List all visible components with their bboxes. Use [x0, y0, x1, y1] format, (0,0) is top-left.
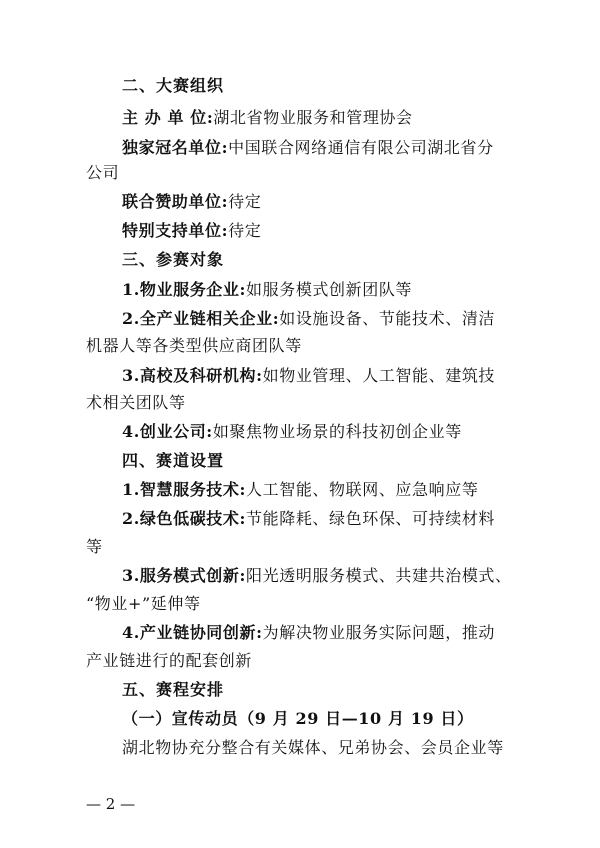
participant-item-continuation: 机器人等各类型供应商团队等: [86, 336, 302, 355]
page-number: — 2 —: [86, 795, 136, 813]
track-item: [122, 623, 516, 643]
participant-item-text: 如物业管理、人工智能、建筑技: [262, 366, 496, 385]
co-sponsor-line: [122, 192, 516, 212]
track-item: [122, 509, 516, 529]
host-unit-label: 主 办 单 位:: [122, 108, 214, 127]
special-support-line: [122, 221, 516, 241]
participant-item-label: 4.创业公司:: [122, 422, 213, 441]
participant-item: [122, 366, 516, 386]
host-unit-value: 湖北省物业服务和管理协会: [213, 108, 413, 127]
section-heading-organization: 二、大赛组织: [122, 76, 225, 95]
participant-item-label: 1.物业服务企业:: [122, 280, 247, 299]
title-sponsor-continuation: 公司: [86, 163, 120, 182]
track-item-label: 1.智慧服务技术:: [122, 480, 247, 499]
host-unit-line: [122, 108, 516, 128]
track-item: [122, 480, 516, 500]
participant-item: [122, 280, 516, 300]
title-sponsor-value: 中国联合网络通信有限公司湖北省分: [228, 138, 494, 157]
participant-item: [122, 309, 516, 329]
participant-item-label: 2.全产业链相关企业:: [122, 309, 280, 328]
section-heading-tracks: 四、赛道设置: [122, 451, 225, 470]
track-item-continuation: 等: [86, 537, 103, 556]
participant-item: [122, 422, 516, 442]
track-item-continuation: “物业+”延伸等: [86, 594, 201, 613]
track-item-continuation: 产业链进行的配套创新: [86, 651, 253, 670]
promotion-paragraph: 湖北物协充分整合有关媒体、兄弟协会、会员企业等: [122, 738, 504, 757]
participant-item-label: 3.高校及科研机构:: [122, 366, 263, 385]
subsection-heading-promotion: （一）宣传动员（9 月 29 日—10 月 19 日）: [122, 709, 474, 728]
track-item-text: 为解决物业服务实际问题，推动: [262, 623, 496, 642]
participant-item-text: 如服务模式创新团队等: [246, 280, 413, 299]
track-item-text: 人工智能、物联网、应急响应等: [246, 480, 479, 499]
title-sponsor-line: [122, 138, 516, 158]
co-sponsor-value: 待定: [228, 192, 262, 211]
participant-item-text: 如聚焦物业场景的科技初创企业等: [212, 422, 462, 441]
participant-item-text: 如设施设备、节能技术、清洁: [279, 309, 496, 328]
track-item-label: 3.服务模式创新:: [122, 566, 247, 585]
track-item: [122, 566, 516, 586]
co-sponsor-label: 联合赞助单位:: [122, 192, 229, 211]
section-heading-schedule: 五、赛程安排: [122, 680, 225, 699]
section-heading-participants: 三、参赛对象: [122, 250, 225, 269]
special-support-label: 特别支持单位:: [122, 221, 229, 240]
participant-item-continuation: 术相关团队等: [86, 393, 186, 412]
special-support-value: 待定: [228, 221, 262, 240]
title-sponsor-label: 独家冠名单位:: [122, 138, 229, 157]
track-item-label: 4.产业链协同创新:: [122, 623, 263, 642]
track-item-label: 2.绿色低碳技术:: [122, 509, 247, 528]
track-item-text: 阳光透明服务模式、共建共治模式、: [246, 566, 512, 585]
track-item-text: 节能降耗、绿色环保、可持续材料: [246, 509, 496, 528]
